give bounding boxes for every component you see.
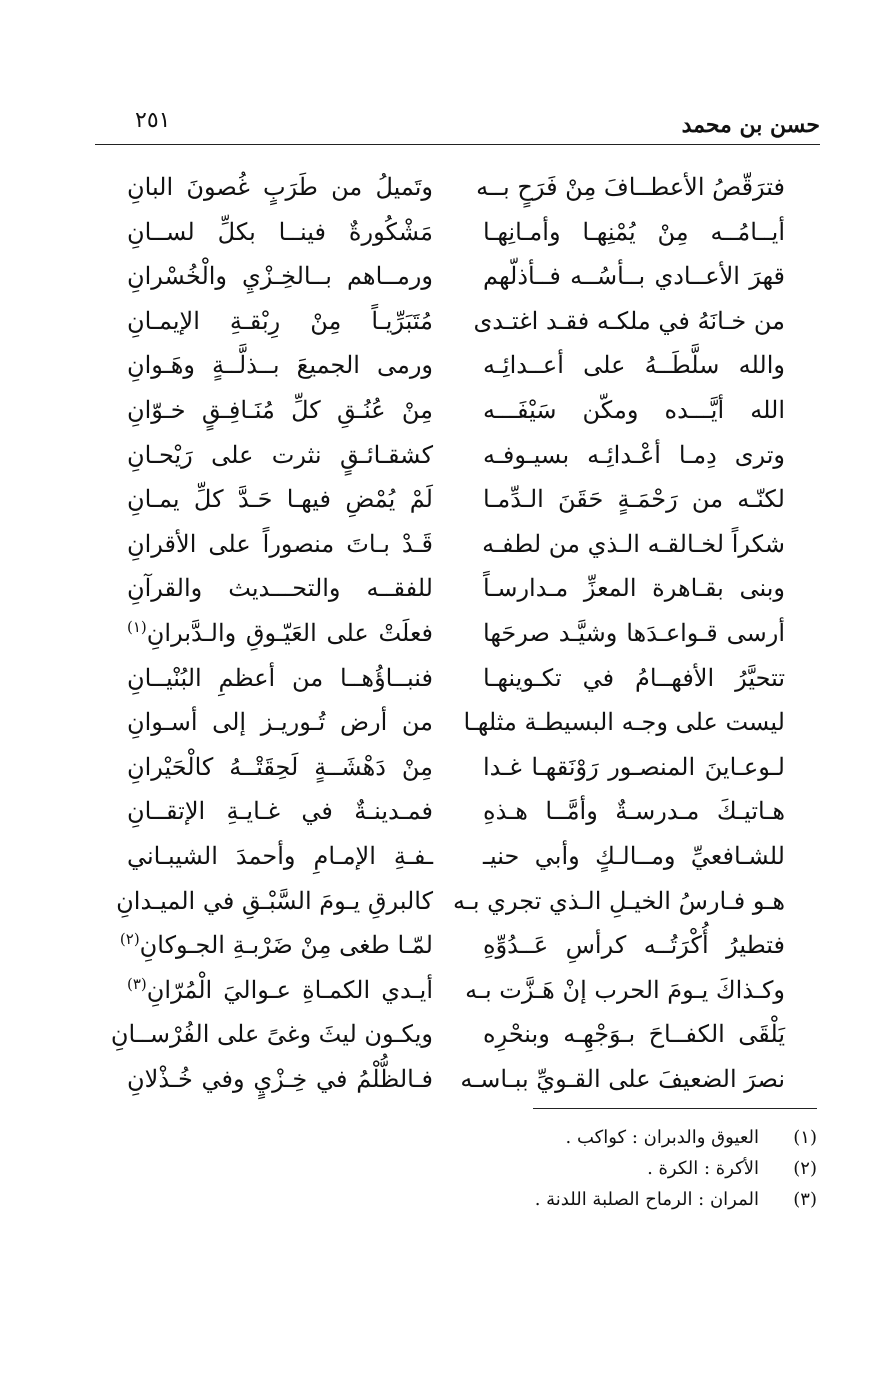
verse-line <box>0 477 873 521</box>
second-hemistich <box>127 299 433 343</box>
second-hemistich-text: ورمــاهم بــالخِـزْيِ والْخُسْرانِ <box>127 262 433 291</box>
second-hemistich-text: ـفـةِ الإمـامِ وأحمدَ الشيبـاني <box>127 842 433 870</box>
second-hemistich <box>127 834 433 878</box>
second-hemistich <box>116 879 433 923</box>
second-hemistich-text: مِنْ عُنُـقِ كلِّ مُنَـافِـقٍ خـوّانِ <box>127 396 433 424</box>
second-hemistich <box>127 745 433 789</box>
page-header <box>95 108 820 145</box>
verse-line <box>0 388 873 432</box>
second-hemistich-text: من أرض تُـوريـز إلى أسـوانِ <box>127 708 433 737</box>
second-hemistich-text: لَمْ يُمْضِ فيهـا حَـدَّ كلِّ يمـانِ <box>127 485 433 514</box>
second-hemistich <box>127 968 433 1012</box>
footnote-mark: (٢) <box>793 1158 817 1179</box>
verse-line <box>0 700 873 744</box>
footnote-reference: (٢) <box>119 930 140 949</box>
second-hemistich <box>127 433 433 477</box>
footnote-text: الأكرة : الكرة . <box>647 1158 759 1179</box>
second-hemistich-text: فنبــاؤُهــا من أعظمِ البُنْيــانِ <box>127 663 433 692</box>
running-title: حسن بن محمد <box>681 112 820 138</box>
verse-line <box>0 165 873 209</box>
verse-line <box>0 879 873 923</box>
first-hemistich: ليست على وجـه البسيطـة مثلهـا <box>463 708 785 737</box>
verse-line <box>0 1057 873 1101</box>
second-hemistich-text: مُتَبَرِّيـاً مِنْ رِبْقـةِ الإيمـانِ <box>127 306 433 335</box>
first-hemistich: الله أيَّـــده ومكّن سَيْفَـــه <box>483 396 785 424</box>
second-hemistich-text: وتَميلُ من طَرَبٍ غُصونَ البانِ <box>127 173 433 201</box>
verse-line <box>0 343 873 387</box>
first-hemistich: يَلْقَى الكفــاحَ بـوَجْهِـه وبنحْرِه <box>483 1020 785 1049</box>
first-hemistich: نصرَ الضعيفَ على القـويِّ ببـاسـه <box>460 1065 785 1093</box>
second-hemistich <box>127 477 433 521</box>
first-hemistich: أيــامُــه مِنْ يُمْنِهـا وأمـانِهـا <box>483 217 785 246</box>
second-hemistich <box>127 254 433 298</box>
verse-line <box>0 566 873 610</box>
first-hemistich: شكراً لخـالقـه الـذي من لطفـه <box>482 529 785 558</box>
second-hemistich <box>127 343 433 387</box>
second-hemistich-text: للفقــه والتحـــديث والقرآنِ <box>127 574 433 603</box>
first-hemistich: والله سلَّطَــهُ على أعــدائِـه <box>483 351 785 380</box>
second-hemistich-text: لمّـا طغى مِنْ ضَرْبـةِ الجـوكانِ <box>139 931 433 960</box>
first-hemistich: من خـانَهُ في ملكـه فقـد اغتـدى <box>473 306 785 335</box>
second-hemistich-text: أيـدي الكمـاةِ عـواليَ الْمُرّانِ <box>146 975 433 1004</box>
verse-line <box>0 834 873 878</box>
second-hemistich-text: فمـدينـةٌ في غـايـةِ الإتقــانِ <box>127 797 433 826</box>
first-hemistich: وكـذاكَ يـومَ الحرب إنْ هَـزَّت بـه <box>465 975 785 1004</box>
verse-line <box>0 433 873 477</box>
second-hemistich-text: قَـدْ بـاتَ منصوراً على الأقرانِ <box>127 529 433 558</box>
second-hemistich <box>127 611 433 655</box>
verse-line <box>0 1012 873 1056</box>
second-hemistich-text: فـالظُّلْمُ في خِـزْيٍ وفي خُـذْلانِ <box>127 1065 433 1093</box>
page-number: ٢٥١ <box>135 108 171 133</box>
verse-line <box>0 789 873 833</box>
second-hemistich <box>127 656 433 700</box>
first-hemistich: هـو فـارسُ الخيـلِ الـذي تجري بـه <box>452 886 785 915</box>
footnote <box>117 1153 817 1184</box>
first-hemistich: فتطيرُ أُكْرَتُــه كرأسِ عَــدُوِّهِ <box>483 931 785 960</box>
second-hemistich <box>127 165 433 209</box>
footnotes <box>117 1122 817 1215</box>
second-hemistich <box>127 700 433 744</box>
second-hemistich-text: كالبرقِ يـومَ السَّبْـقِ في الميـدانِ <box>116 886 433 915</box>
second-hemistich <box>127 1057 433 1101</box>
footnote <box>117 1184 817 1215</box>
verse-line <box>0 923 873 967</box>
footnote-mark: (٣) <box>793 1189 817 1210</box>
verse-line <box>0 745 873 789</box>
second-hemistich <box>127 210 433 254</box>
first-hemistich: وترى دِمـا أعْـدائِـه بسيـوفـه <box>483 440 785 469</box>
verse-line <box>0 254 873 298</box>
second-hemistich-text: ورمى الجميعَ بــذلَّــةٍ وهَـوانِ <box>127 351 433 380</box>
first-hemistich: لـوعـاينَ المنصـور رَوْنَقهـا غـدا <box>483 752 785 781</box>
second-hemistich-text: مَشْكُورةٌ فينــا بكلِّ لســانِ <box>127 217 433 246</box>
first-hemistich: هـاتيـكَ مـدرسـةٌ وأمَّــا هـذهِ <box>483 797 785 826</box>
second-hemistich <box>127 566 433 610</box>
verse-line <box>0 968 873 1012</box>
footnote-mark: (١) <box>793 1127 817 1148</box>
second-hemistich <box>127 522 433 566</box>
footnote-text: العيوق والدبران : كواكب . <box>565 1127 759 1148</box>
second-hemistich-text: مِنْ دَهْشَــةٍ لَحِقَتْــهُ كالْحَيْرانِ <box>127 752 433 781</box>
first-hemistich: تتحيَّرُ الأفهــامُ في تكـوينهـا <box>483 663 785 692</box>
second-hemistich <box>119 923 433 967</box>
footnote-reference: (٣) <box>127 974 147 993</box>
footnote-text: المران : الرماح الصلبة اللدنة . <box>534 1189 759 1210</box>
first-hemistich: وبنى بقـاهرة المعزِّ مـدارسـاً <box>483 574 785 603</box>
second-hemistich-text: ويكـون ليثَ وغىً على الفُرْســانِ <box>110 1020 433 1049</box>
second-hemistich <box>127 388 433 432</box>
verse-line <box>0 299 873 343</box>
footnote-reference: (١) <box>127 618 147 636</box>
first-hemistich: لكنّـه من رَحْمَـةٍ حَقَنَ الـدِّمـا <box>483 485 785 514</box>
footnote <box>117 1122 817 1153</box>
verse-line <box>0 210 873 254</box>
verse-line <box>0 656 873 700</box>
verse-line <box>0 522 873 566</box>
second-hemistich <box>110 1012 433 1056</box>
second-hemistich-text: كشقـائـقٍ نثرت على رَيْحـانِ <box>127 440 433 469</box>
second-hemistich <box>127 789 433 833</box>
second-hemistich-text: فعلَتْ على العَيّـوقِ والـدَّبرانِ <box>146 619 433 647</box>
first-hemistich: قهرَ الأعــادي بــأسُــه فــأذلّهم <box>483 262 785 291</box>
footnote-divider <box>533 1108 817 1109</box>
first-hemistich: للشـافعيِّ ومــالـكٍ وأبي حنيـ <box>483 842 785 870</box>
first-hemistich: فترَقّصُ الأعطــافَ مِنْ فَرَحٍ بــه <box>476 173 785 201</box>
first-hemistich: أرسى قـواعـدَها وشيَّـد صرحَها <box>483 619 785 647</box>
verse-line <box>0 611 873 655</box>
